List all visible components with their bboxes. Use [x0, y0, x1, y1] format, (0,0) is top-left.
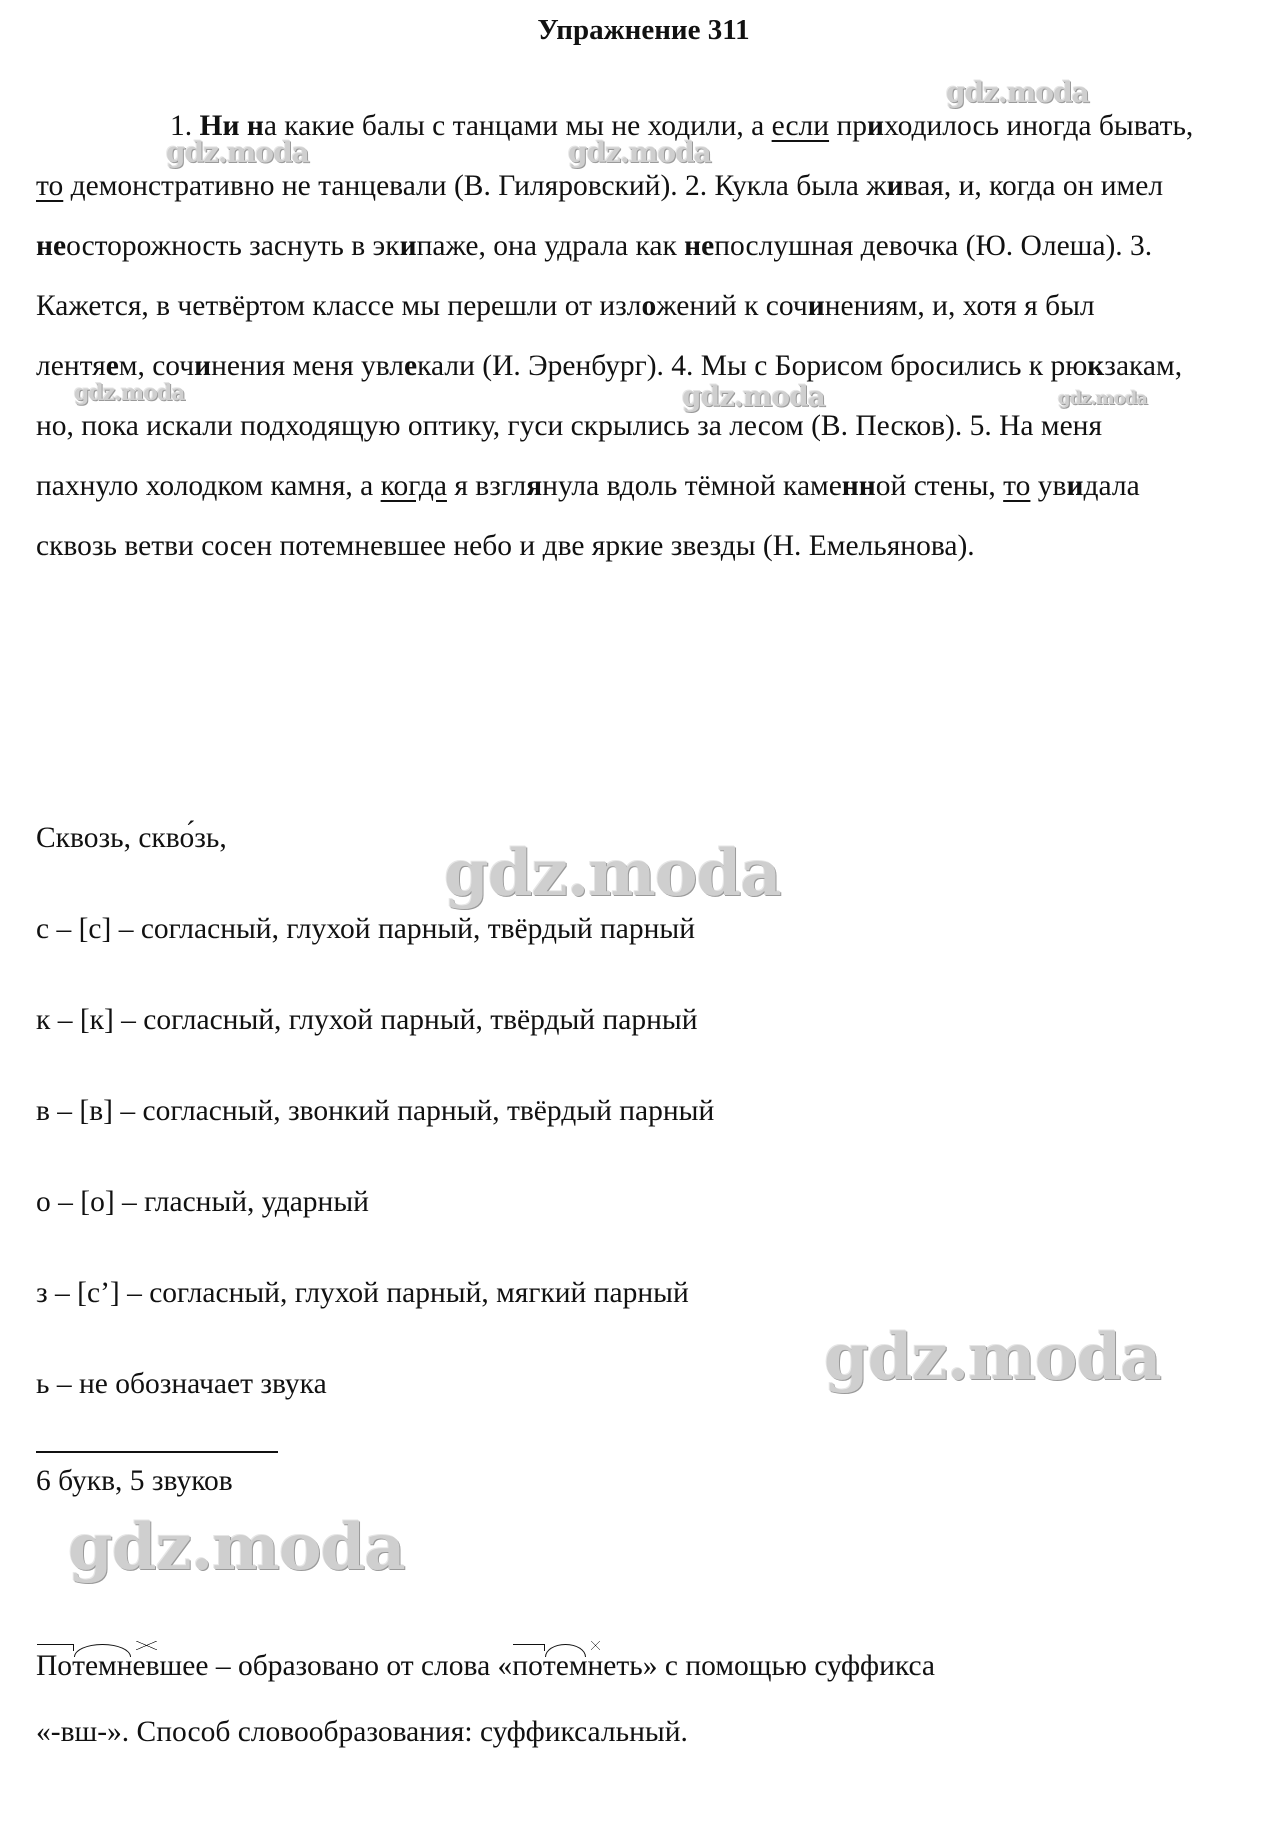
- watermark: gdz.moda: [946, 76, 1089, 109]
- watermark: gdz.moda: [68, 1510, 405, 1585]
- root-mark: темн: [72, 1650, 133, 1682]
- morphology-line-2: «-вш-». Способ словообразования: суффиксальный.: [36, 1716, 688, 1748]
- phonetic-line: с – [с] – согласный, глухой парный, твёрдый парный: [36, 913, 696, 945]
- prefix-mark: По: [36, 1650, 73, 1682]
- phonetic-line: в – [в] – согласный, звонкий парный, твёрдый парный: [36, 1095, 715, 1127]
- watermark: gdz.moda: [824, 1320, 1161, 1395]
- watermark: gdz.moda: [166, 136, 309, 169]
- phonetic-line: к – [к] – согласный, глухой парный, твёрдый парный: [36, 1004, 698, 1036]
- suffix-mark: н: [587, 1650, 604, 1682]
- root-mark: тем: [542, 1650, 588, 1682]
- morphology-line-1: Потемневшее – образовано от слова «потемнеть» с помощью суффикса: [36, 1650, 936, 1682]
- phonetic-summary: 6 букв, 5 звуков: [36, 1465, 233, 1497]
- phonetic-line: з – [с’] – согласный, глухой парный, мягкий парный: [36, 1277, 689, 1309]
- suffix-mark: ев: [132, 1650, 160, 1682]
- phonetic-line: ь – не обозначает звука: [36, 1368, 327, 1400]
- phonetic-header: Сквозь, скво́зь,: [36, 822, 227, 854]
- divider: [36, 1451, 278, 1453]
- watermark: gdz.moda: [444, 836, 781, 911]
- watermark: gdz.moda: [1058, 388, 1147, 409]
- watermark: gdz.moda: [568, 136, 711, 169]
- prefix-mark: по: [512, 1650, 543, 1682]
- watermark: gdz.moda: [74, 380, 185, 406]
- exercise-text: 1. Ни на какие балы с танцами мы не ходили, а если приходилось иногда бывать, то демонстративно не танцевали (В. Гиляровский). 2. Кукла была живая, и, когда он имел неосторожность заснуть в экипаже, она удрала как непослушная девочка (Ю. Олеша). 3. Кажется, в четвёртом классе мы перешли от изложений к сочинениям, и, хотя я был лентяем, сочинения меня увлекали (И. Эренбург). 4. Мы с Борисом бросились к рюкзакам, но, пока искали подходящую оптику, гуси скрылись за лесом (В. Песков). 5. На меня пахнуло холодком камня, а когда я взглянула вдоль тёмной каменной стены, то увидала сквозь ветви сосен потемневшее небо и две яркие звезды (Н. Емельянова).: [36, 110, 1194, 562]
- phonetic-line: о – [о] – гласный, ударный: [36, 1186, 369, 1218]
- watermark: gdz.moda: [682, 380, 825, 413]
- exercise-title: Упражнение 311: [537, 14, 750, 46]
